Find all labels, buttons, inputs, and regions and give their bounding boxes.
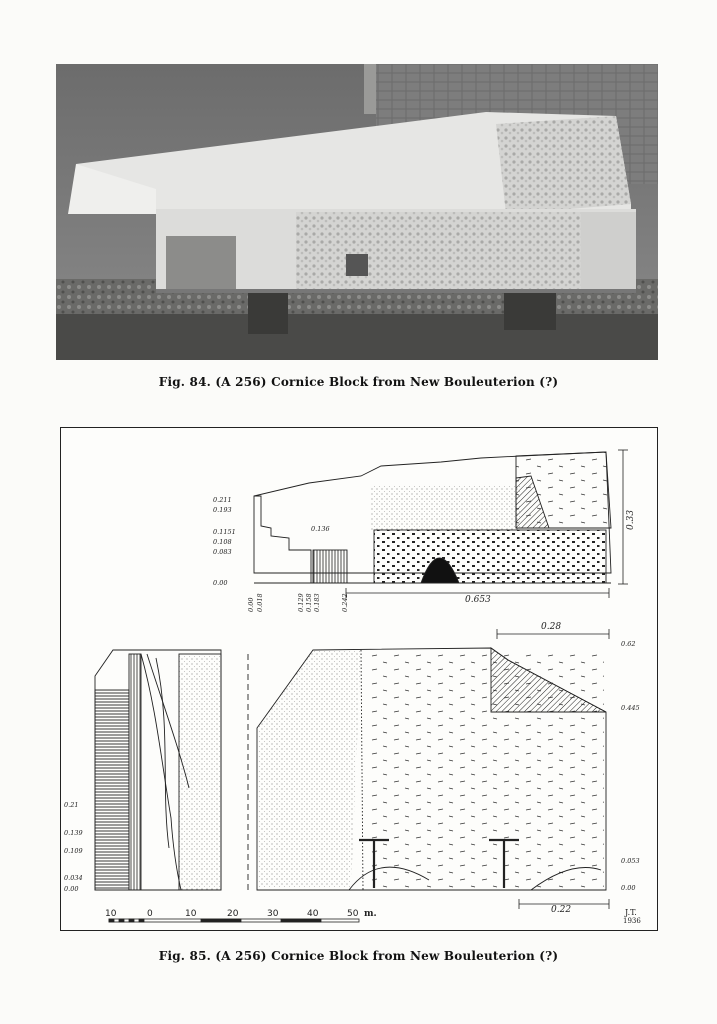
technical-drawing-frame [60, 427, 658, 931]
dim-height-033: 0.33 [626, 509, 636, 530]
tick-0242: 0.242 [341, 593, 349, 612]
scale-label-30: 30 [267, 909, 279, 919]
dim-width-022: 0.22 [551, 905, 572, 915]
dim-height-0083: 0.083 [213, 548, 232, 556]
dim-height-0108: 0.108 [213, 538, 232, 546]
tick-0158: 0.158 [305, 593, 313, 612]
dim-height-000: 0.00 [213, 579, 228, 587]
dim-plan-0053: 0.053 [621, 857, 640, 865]
tick-000: 0.00 [247, 597, 255, 612]
dim-section-0034: 0.034 [64, 874, 83, 882]
tick-0183: 0.183 [313, 593, 321, 612]
photograph-cornice-block [56, 64, 658, 360]
dim-height-01151: 0.1151 [213, 528, 236, 536]
drafter-initials: J.T. [625, 908, 637, 917]
scale-unit: m. [364, 909, 377, 919]
scale-label-neg10: 10 [105, 909, 117, 919]
dim-plan-0445: 0.445 [621, 704, 640, 712]
scale-label-50: 50 [347, 909, 359, 919]
dim-width-028: 0.28 [541, 622, 562, 632]
tick-0129: 0.129 [297, 593, 305, 612]
dim-section-0139: 0.139 [64, 829, 83, 837]
scale-label-10: 10 [185, 909, 197, 919]
scale-label-40: 40 [307, 909, 319, 919]
scale-label-0: 0 [147, 909, 153, 919]
dim-section-021: 0.21 [64, 801, 79, 809]
dim-inner-0136: 0.136 [311, 525, 330, 533]
section-drawing [95, 650, 248, 890]
elevation-drawing [254, 452, 611, 583]
scale-label-20: 20 [227, 909, 239, 919]
dim-length-0653: 0.653 [465, 595, 491, 605]
dim-section-0109: 0.109 [64, 847, 83, 855]
dim-section-000: 0.00 [64, 885, 79, 893]
dim-height-0211: 0.211 [213, 496, 232, 504]
figure-84-caption: Fig. 84. (A 256) Cornice Block from New Bouleuterion (?) [158, 375, 559, 389]
dim-plan-000: 0.00 [621, 884, 636, 892]
figure-85-caption: Fig. 85. (A 256) Cornice Block from New Bouleuterion (?) [158, 949, 559, 963]
tick-0018: 0.018 [256, 593, 264, 612]
drawing-year: 1936 [623, 917, 641, 925]
plan-drawing [257, 648, 606, 890]
dim-height-0193: 0.193 [213, 506, 232, 514]
scale-bar [109, 919, 359, 922]
dim-plan-062: 0.62 [621, 640, 636, 648]
